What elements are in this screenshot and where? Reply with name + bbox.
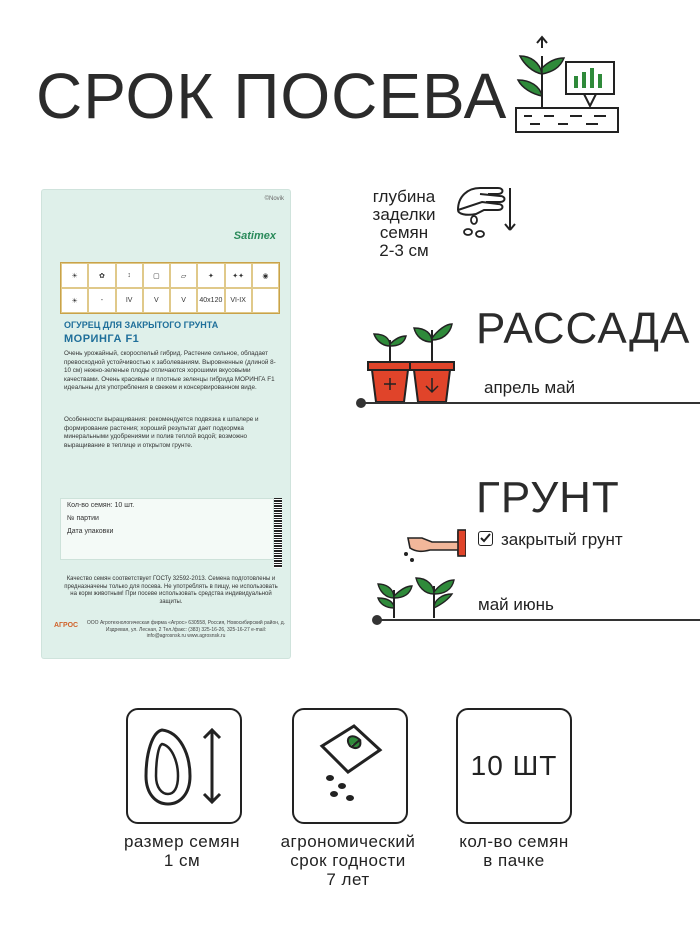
- seedling-pots-icon: [360, 318, 470, 404]
- count-caption-2: в пачке: [483, 851, 545, 870]
- grid-flower-icon: ✿: [88, 263, 115, 288]
- seed-size-card: [126, 708, 242, 824]
- packet-icon-grid: [60, 262, 280, 314]
- grid-cell: -: [88, 288, 115, 313]
- grid-depth-icon: ↕: [116, 263, 143, 288]
- seed-size-icon: [128, 710, 240, 822]
- grid-seedling-icon: ▢: [143, 263, 170, 288]
- shelf-life-card: [292, 708, 408, 824]
- grid-pot-icon: ▱: [170, 263, 197, 288]
- packet-pack-date: Дата упаковки: [67, 528, 114, 535]
- grid-cell: V: [143, 288, 170, 313]
- shelf-caption-2: срок годности: [290, 851, 406, 870]
- grunt-timeline: [378, 619, 700, 621]
- grunt-check-row: [478, 530, 623, 550]
- grid-cell: VI-IX: [225, 288, 252, 313]
- packet-description: Очень урожайный, скороспелый гибрид. Растение сильное, обладает превосходной устойчивостью к заболеваниям. Выровненные (длиной 8-10 см) нежно-зеленые плоды отличаются хорошими вкусовыми качествами. Очень красивые и плотные зеленцы гибрида МОРИНГА F1 идеальны для употребления в свежем и консервированном виде.: [64, 350, 276, 391]
- hand-seed-icon: [452, 180, 522, 246]
- seed-size-value: 1 см: [163, 851, 201, 870]
- grid-cell: IV: [116, 288, 143, 313]
- grunt-months: май июнь: [478, 595, 554, 614]
- packet-info-box: [60, 498, 274, 560]
- packet-gost: Качество семян соответствует ГОСТу 32592-2013. Семена подготовлены и предназначены только для посева. Не употреблять в пищу, не использовать на корм животным! При посеве использовать средства индивидуальной защиты.: [64, 576, 278, 605]
- count-caption-1: кол-во семян: [459, 832, 569, 851]
- count-value: 10 ШТ: [470, 750, 558, 781]
- grid-cell: ☀: [61, 288, 88, 313]
- rassada-months: апрель май: [484, 378, 576, 397]
- grid-sun-icon: ☀: [61, 263, 88, 288]
- seed-packet-icon: [294, 710, 406, 822]
- grid-harvest-icon: ◉: [252, 263, 279, 288]
- grid-cell: 40x120: [197, 288, 224, 313]
- depth-line-1: глубина: [372, 187, 436, 206]
- packet-firm: ООО Агротехнологическая фирма «Агрос» 630558, Россия, Новосибирский район, д. Издревая, ул. Лесная, 2 Тел./факс: (383) 325-16-26, 325-16-27 e-mail: info@agrosnsk.ru www.agrosnsk.ru: [86, 620, 286, 639]
- depth-line-2: заделки: [372, 205, 436, 224]
- packet-brand-logo: Satimex: [233, 230, 276, 242]
- hand-planting-icon: [376, 528, 466, 620]
- agros-logo: АГРОС: [54, 622, 79, 629]
- shelf-life-caption: [262, 832, 434, 889]
- seed-size-caption: [96, 832, 268, 870]
- count-card: [456, 708, 572, 824]
- shelf-caption-1: агрономический: [280, 832, 416, 851]
- rassada-title: РАССАДА: [476, 304, 691, 353]
- packet-copyright: ©Novik: [264, 196, 284, 202]
- rassada-timeline: [362, 402, 700, 404]
- seed-packet-image: [42, 190, 290, 658]
- grunt-title: ГРУНТ: [476, 473, 620, 522]
- checkbox-icon: [478, 531, 493, 546]
- grid-plant-icon: ✦: [197, 263, 224, 288]
- sprout-chart-icon: [510, 34, 625, 144]
- count-caption: [428, 832, 600, 870]
- packet-product-name: МОРИНГА F1: [64, 333, 140, 345]
- depth-value: 2-3 см: [379, 241, 429, 260]
- depth-label: [354, 188, 454, 260]
- packet-growing-notes: Особенности выращивания: рекомендуется подвязка к шпалере и формирование растения; хороший результат дает подкормка минеральными удобрениями и полив теплой водой; возможно выращивание в теплице и открытом грунте.: [64, 416, 259, 449]
- packet-qty: Кол-во семян: 10 шт.: [67, 502, 135, 509]
- grunt-type: закрытый грунт: [501, 530, 623, 549]
- packet-batch: № партии: [67, 515, 99, 522]
- grid-spacing-icon: ✦✦: [225, 263, 252, 288]
- grid-cell: [252, 288, 279, 313]
- packet-product-type: ОГУРЕЦ ДЛЯ ЗАКРЫТОГО ГРУНТА: [64, 320, 219, 330]
- seed-size-caption-1: размер семян: [123, 832, 241, 851]
- shelf-life-value: 7 лет: [326, 870, 370, 889]
- grid-cell: V: [170, 288, 197, 313]
- barcode: [274, 498, 282, 568]
- depth-line-3: семян: [379, 223, 429, 242]
- page-title: СРОК ПОСЕВА: [36, 60, 508, 132]
